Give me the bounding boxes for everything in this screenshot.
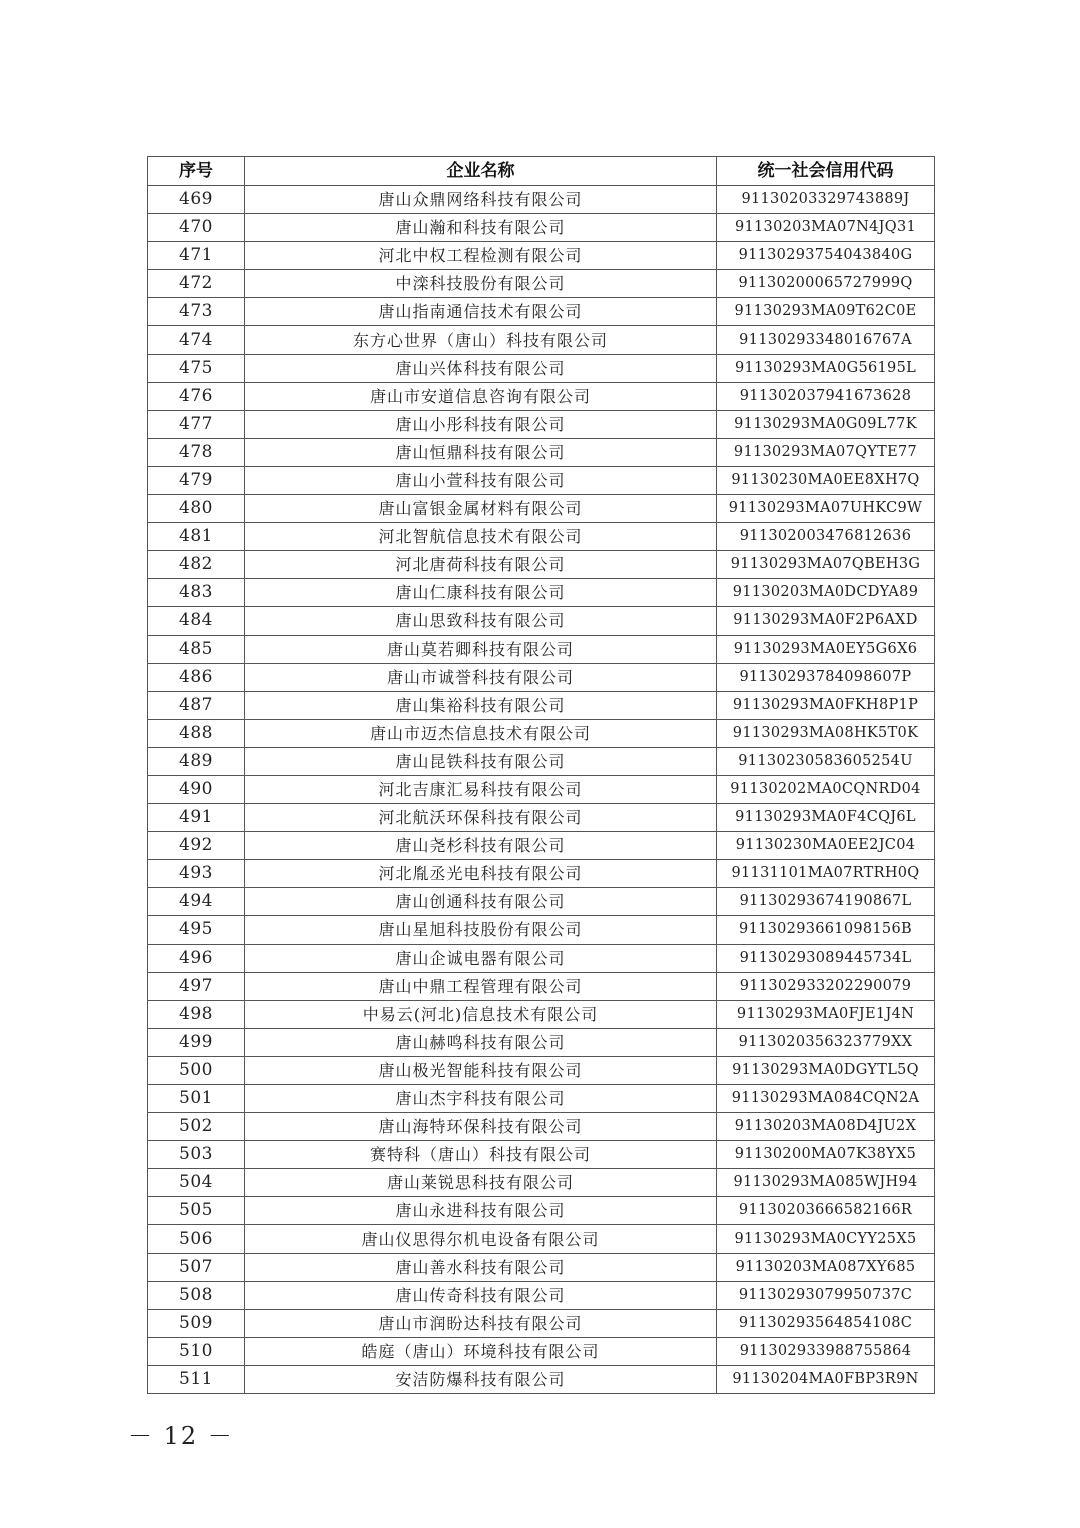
table-row [148,186,935,214]
table-row [148,1365,935,1393]
row-company-name: 唐山指南通信技术有限公司 [245,298,717,326]
row-index: 494 [148,888,245,916]
row-company-name: 唐山杰宇科技有限公司 [245,1085,717,1113]
page-number: － 12 － [128,1422,234,1450]
row-index: 507 [148,1253,245,1281]
row-index: 484 [148,607,245,635]
row-credit-code: 91130293MA085WJH94 [717,1169,935,1197]
table-row [148,1253,935,1281]
row-index: 504 [148,1169,245,1197]
row-index: 479 [148,466,245,494]
row-company-name: 唐山中鼎工程管理有限公司 [245,972,717,1000]
row-index: 505 [148,1197,245,1225]
row-company-name: 唐山恒鼎科技有限公司 [245,438,717,466]
row-company-name: 唐山极光智能科技有限公司 [245,1056,717,1084]
row-credit-code: 91130293MA08HK5T0K [717,719,935,747]
row-index: 489 [148,747,245,775]
row-index: 491 [148,804,245,832]
table-row [148,382,935,410]
table-row [148,1141,935,1169]
row-credit-code: 91130293MA084CQN2A [717,1085,935,1113]
row-credit-code: 91130293MA0DGYTL5Q [717,1056,935,1084]
table-row [148,1085,935,1113]
row-company-name: 唐山昆铁科技有限公司 [245,747,717,775]
row-company-name: 唐山小彤科技有限公司 [245,410,717,438]
row-credit-code: 91130293MA0F2P6AXD [717,607,935,635]
row-index: 480 [148,495,245,523]
table-body [148,186,935,1394]
header-credit-code: 统一社会信用代码 [717,157,935,186]
row-index: 510 [148,1337,245,1365]
table-row [148,579,935,607]
row-credit-code: 91130204MA0FBP3R9N [717,1365,935,1393]
row-credit-code: 91130203666582166R [717,1197,935,1225]
table-row [148,916,935,944]
row-company-name: 唐山永进科技有限公司 [245,1197,717,1225]
row-company-name: 唐山仪思得尔机电设备有限公司 [245,1225,717,1253]
row-company-name: 唐山众鼎网络科技有限公司 [245,186,717,214]
row-index: 471 [148,242,245,270]
row-company-name: 东方心世界（唐山）科技有限公司 [245,326,717,354]
row-credit-code: 91130203329743889J [717,186,935,214]
table-row [148,495,935,523]
row-credit-code: 91130293MA0FKH8P1P [717,691,935,719]
row-credit-code: 911302003476812636 [717,523,935,551]
table-row [148,635,935,663]
row-credit-code: 91130293MA0CYY25X5 [717,1225,935,1253]
table-row [148,607,935,635]
row-credit-code: 91130293MA07QYTE77 [717,438,935,466]
row-company-name: 河北唐荷科技有限公司 [245,551,717,579]
row-index: 499 [148,1028,245,1056]
row-credit-code: 9113020356323779XX [717,1028,935,1056]
table-row [148,944,935,972]
table-row [148,1225,935,1253]
row-company-name: 唐山赫鸣科技有限公司 [245,1028,717,1056]
row-company-name: 河北中权工程检测有限公司 [245,242,717,270]
row-index: 496 [148,944,245,972]
row-index: 476 [148,382,245,410]
header-company-name: 企业名称 [245,157,717,186]
row-credit-code: 91130293MA0G09L77K [717,410,935,438]
row-index: 477 [148,410,245,438]
row-index: 502 [148,1113,245,1141]
table-row [148,523,935,551]
row-company-name: 唐山市迈杰信息技术有限公司 [245,719,717,747]
table-row [148,1337,935,1365]
row-credit-code: 91130293661098156B [717,916,935,944]
enterprise-table [147,156,935,1394]
table-row [148,354,935,382]
row-credit-code: 91131101MA07RTRH0Q [717,860,935,888]
table-row [148,214,935,242]
row-credit-code: 91130293564854108C [717,1309,935,1337]
row-credit-code: 91130293348016767A [717,326,935,354]
row-index: 472 [148,270,245,298]
table-row [148,747,935,775]
row-index: 492 [148,832,245,860]
row-company-name: 唐山善水科技有限公司 [245,1253,717,1281]
table-row [148,551,935,579]
row-index: 498 [148,1000,245,1028]
table-row [148,1309,935,1337]
row-index: 508 [148,1281,245,1309]
row-company-name: 唐山星旭科技股份有限公司 [245,916,717,944]
table-header-row [148,157,935,186]
row-index: 481 [148,523,245,551]
table-row [148,860,935,888]
row-company-name: 唐山集裕科技有限公司 [245,691,717,719]
row-credit-code: 91130293MA0F4CQJ6L [717,804,935,832]
row-company-name: 河北航沃环保科技有限公司 [245,804,717,832]
row-company-name: 河北胤丞光电科技有限公司 [245,860,717,888]
row-company-name: 河北吉康汇易科技有限公司 [245,775,717,803]
row-company-name: 唐山莱锐思科技有限公司 [245,1169,717,1197]
row-credit-code: 91130293674190867L [717,888,935,916]
table-row [148,270,935,298]
row-credit-code: 91130293089445734L [717,944,935,972]
table-row [148,804,935,832]
row-company-name: 唐山兴体科技有限公司 [245,354,717,382]
row-credit-code: 91130230MA0EE8XH7Q [717,466,935,494]
row-credit-code: 91130203MA07N4JQ31 [717,214,935,242]
row-company-name: 中易云(河北)信息技术有限公司 [245,1000,717,1028]
row-index: 473 [148,298,245,326]
row-credit-code: 91130293079950737C [717,1281,935,1309]
row-index: 500 [148,1056,245,1084]
row-index: 503 [148,1141,245,1169]
table-row [148,775,935,803]
row-credit-code: 91130230MA0EE2JC04 [717,832,935,860]
row-index: 483 [148,579,245,607]
row-index: 495 [148,916,245,944]
row-credit-code: 911302933988755864 [717,1337,935,1365]
row-credit-code: 91130293MA09T62C0E [717,298,935,326]
table-row [148,326,935,354]
table-row [148,719,935,747]
table-row [148,1000,935,1028]
row-credit-code: 91130200MA07K38YX5 [717,1141,935,1169]
row-credit-code: 911302933202290079 [717,972,935,1000]
row-credit-code: 91130293MA0FJE1J4N [717,1000,935,1028]
row-credit-code: 91130293MA0G56195L [717,354,935,382]
row-credit-code: 911302037941673628 [717,382,935,410]
row-index: 487 [148,691,245,719]
row-company-name: 唐山思致科技有限公司 [245,607,717,635]
row-credit-code: 91130293MA0EY5G6X6 [717,635,935,663]
row-credit-code: 91130293784098607P [717,663,935,691]
row-credit-code: 91130230583605254U [717,747,935,775]
table-row [148,1056,935,1084]
row-company-name: 唐山仁康科技有限公司 [245,579,717,607]
table-row [148,663,935,691]
table-row [148,298,935,326]
row-company-name: 唐山市安道信息咨询有限公司 [245,382,717,410]
row-index: 470 [148,214,245,242]
row-index: 488 [148,719,245,747]
row-company-name: 皓庭（唐山）环境科技有限公司 [245,1337,717,1365]
row-company-name: 河北智航信息技术有限公司 [245,523,717,551]
table-row [148,691,935,719]
row-company-name: 唐山市润盼达科技有限公司 [245,1309,717,1337]
row-index: 509 [148,1309,245,1337]
table-row [148,1028,935,1056]
row-index: 475 [148,354,245,382]
row-index: 493 [148,860,245,888]
row-company-name: 唐山莫若卿科技有限公司 [245,635,717,663]
row-company-name: 唐山企诚电器有限公司 [245,944,717,972]
table-row [148,1169,935,1197]
row-company-name: 唐山创通科技有限公司 [245,888,717,916]
row-company-name: 唐山海特环保科技有限公司 [245,1113,717,1141]
row-company-name: 中滦科技股份有限公司 [245,270,717,298]
row-company-name: 唐山小萱科技有限公司 [245,466,717,494]
row-index: 485 [148,635,245,663]
row-credit-code: 91130203MA0DCDYA89 [717,579,935,607]
row-index: 469 [148,186,245,214]
row-credit-code: 91130202MA0CQNRD04 [717,775,935,803]
row-company-name: 唐山尧杉科技有限公司 [245,832,717,860]
row-company-name: 赛特科（唐山）科技有限公司 [245,1141,717,1169]
table-row [148,1113,935,1141]
table-row [148,410,935,438]
row-credit-code: 91130203MA087XY685 [717,1253,935,1281]
row-credit-code: 91130293MA07UHKC9W [717,495,935,523]
table-row [148,972,935,1000]
header-index: 序号 [148,157,245,186]
table-row [148,1197,935,1225]
table-row [148,438,935,466]
row-credit-code: 91130293754043840G [717,242,935,270]
row-index: 501 [148,1085,245,1113]
table-row [148,888,935,916]
row-company-name: 安洁防爆科技有限公司 [245,1365,717,1393]
row-credit-code: 91130200065727999Q [717,270,935,298]
table-row [148,242,935,270]
row-company-name: 唐山传奇科技有限公司 [245,1281,717,1309]
row-index: 511 [148,1365,245,1393]
table-row [148,832,935,860]
row-index: 497 [148,972,245,1000]
row-index: 478 [148,438,245,466]
table-row [148,1281,935,1309]
row-company-name: 唐山瀚和科技有限公司 [245,214,717,242]
row-company-name: 唐山市诚誉科技有限公司 [245,663,717,691]
row-credit-code: 91130293MA07QBEH3G [717,551,935,579]
row-index: 474 [148,326,245,354]
row-index: 486 [148,663,245,691]
row-index: 506 [148,1225,245,1253]
row-index: 490 [148,775,245,803]
table-row [148,466,935,494]
row-credit-code: 91130203MA08D4JU2X [717,1113,935,1141]
row-index: 482 [148,551,245,579]
row-company-name: 唐山富银金属材料有限公司 [245,495,717,523]
